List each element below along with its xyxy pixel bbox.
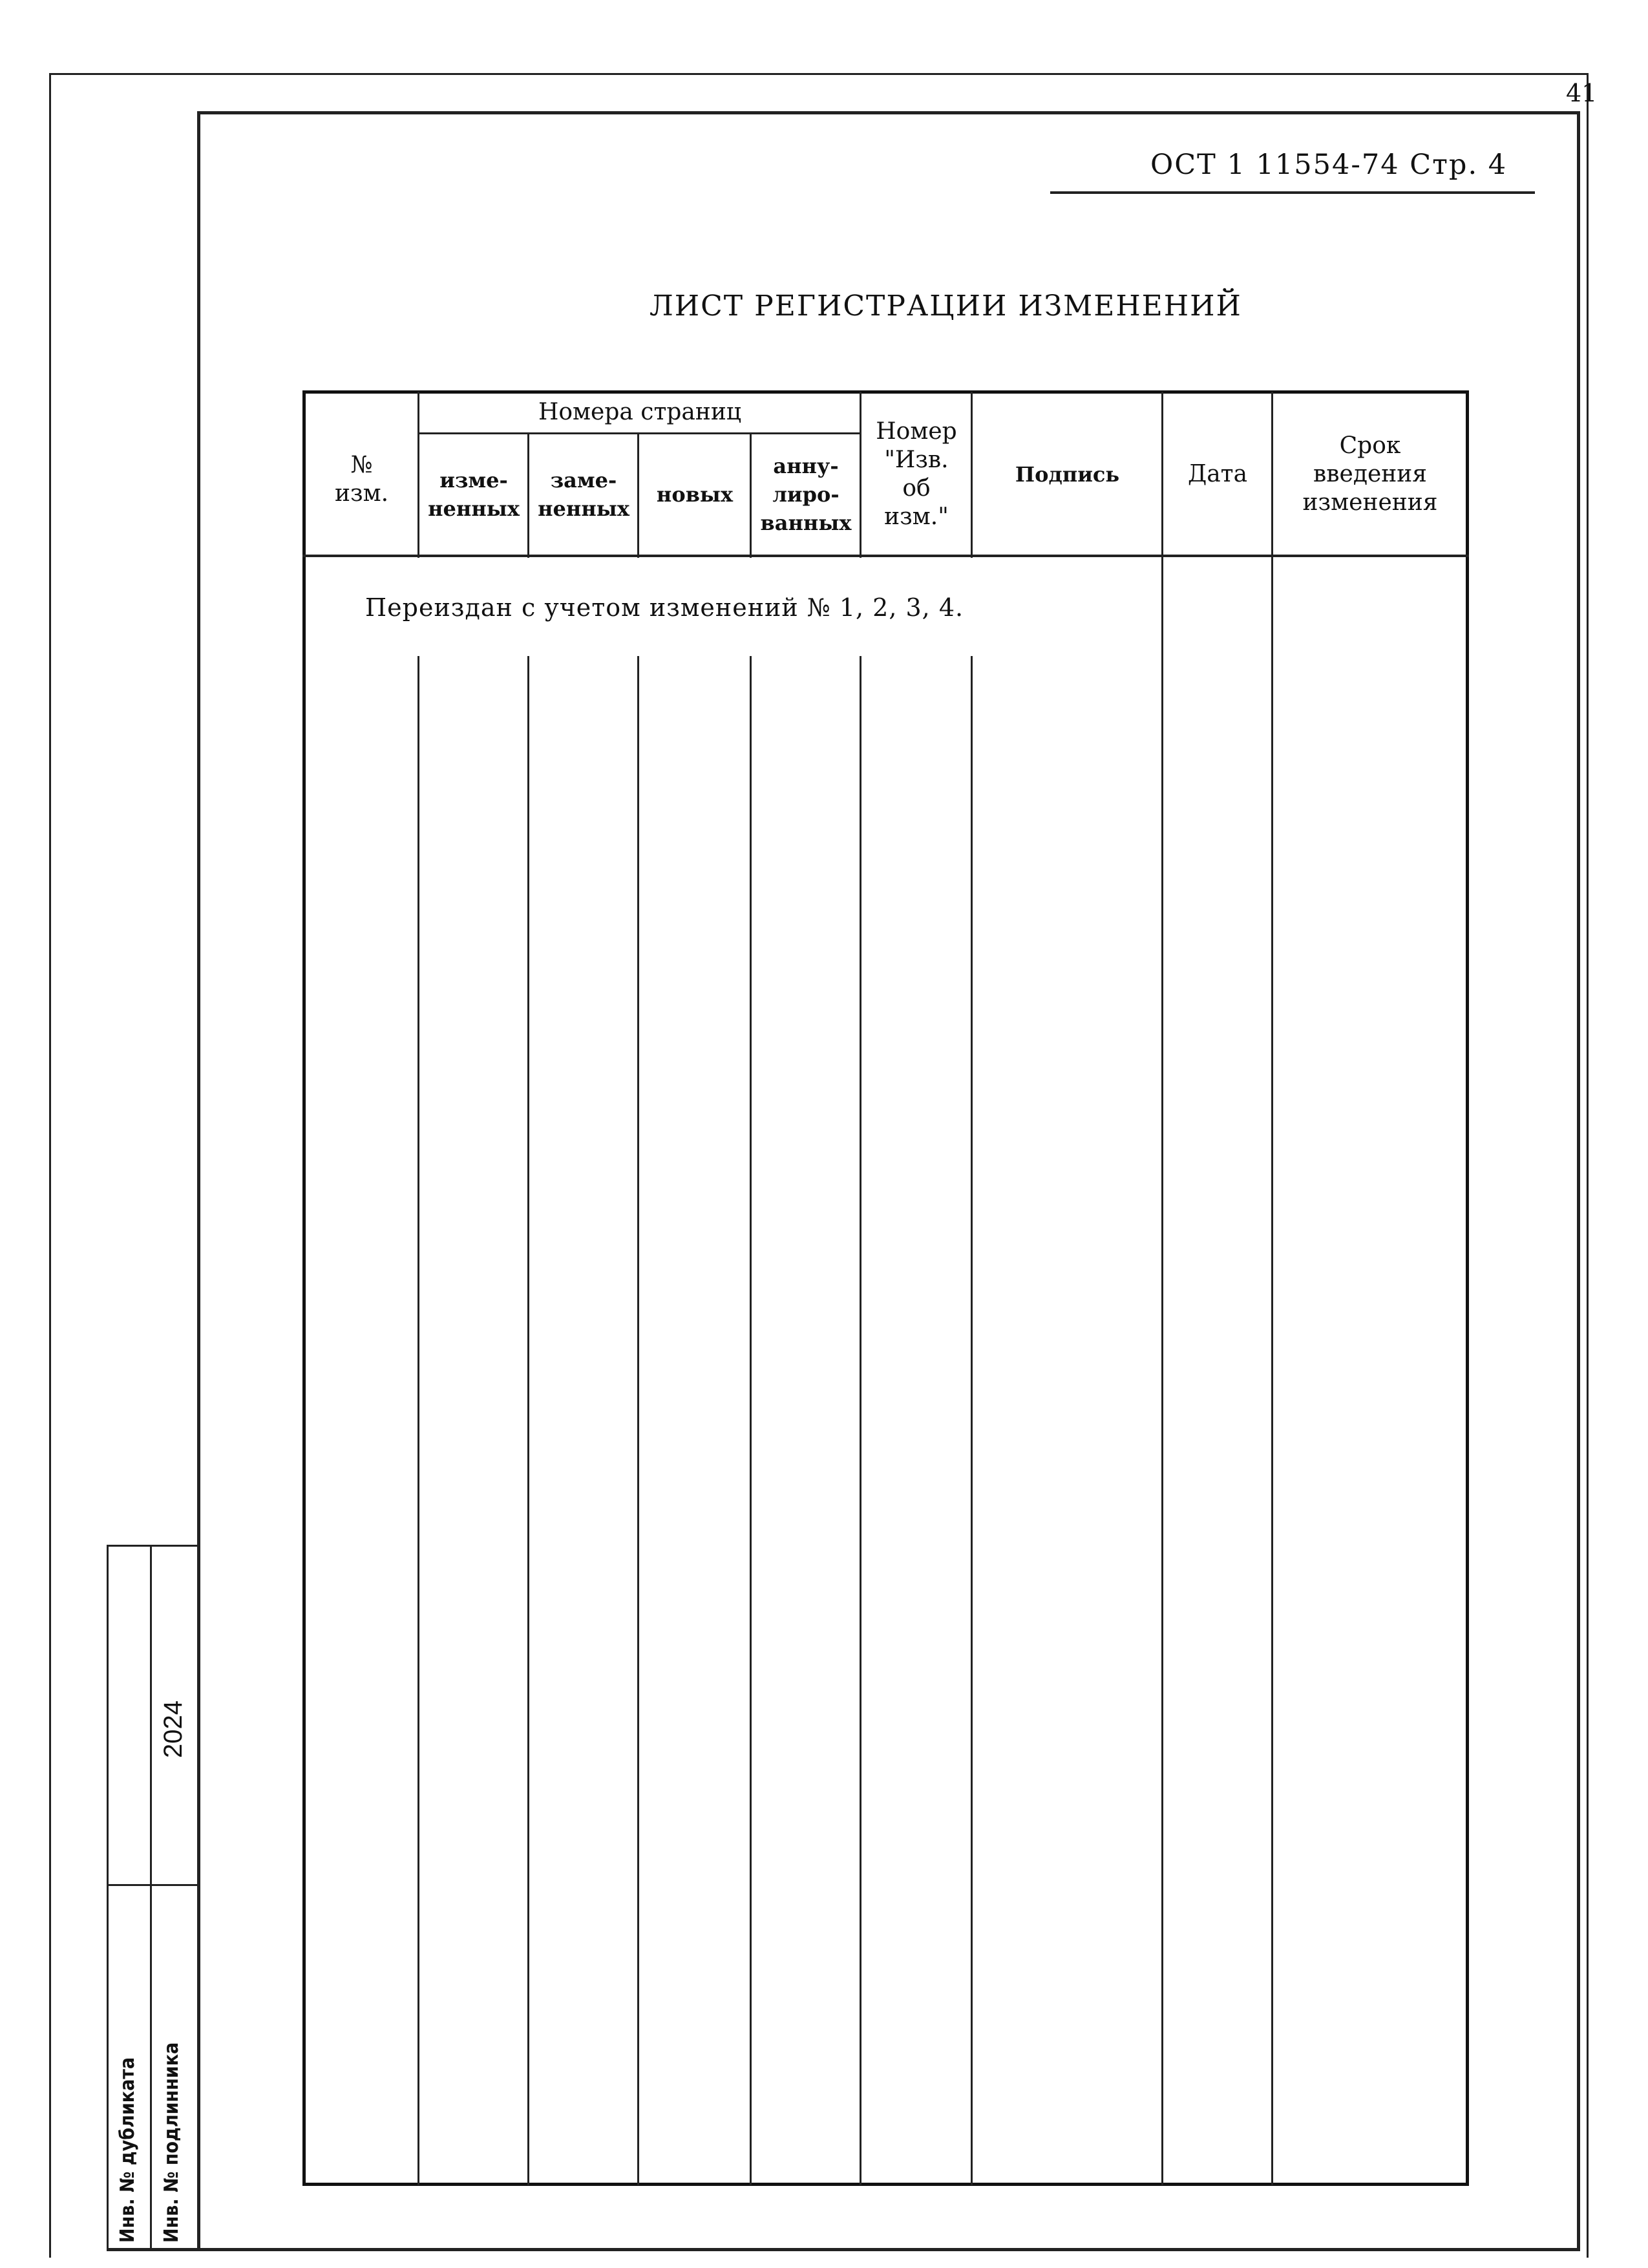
inner-frame-left [197,111,200,2251]
header-underline [1050,191,1535,194]
col-divider-1 [417,392,419,2185]
inner-frame-right [1577,111,1580,2251]
inner-frame-bottom [107,2248,1580,2251]
outer-frame-left [49,73,51,2258]
col-divider-8 [1271,392,1273,2185]
original-inventory-label: Инв. № подлинника [160,2042,183,2243]
page-title: ЛИСТ РЕГИСТРАЦИИ ИЗМЕНЕНИЙ [650,290,1242,323]
outer-frame-top [49,73,1587,75]
inner-frame-top [197,111,1580,114]
header-notice-number: Номер "Изв. об изм." [876,418,957,530]
header-date: Дата [1187,461,1248,487]
table-border [302,390,1469,2186]
header-annulled-pages: анну- лиро- ванных [760,454,852,535]
stamp-divider [107,1884,197,1886]
header-change-number: № изм. [334,452,389,507]
header-group-pages: Номера страниц [538,398,742,425]
header-implementation-term: Срок введения изменения [1302,432,1438,516]
stamp-top-border [107,1545,197,1547]
header-changed-pages: изме- ненных [428,468,520,521]
outer-frame-right [1587,73,1589,2258]
col-divider-4 [750,432,752,2185]
col-divider-6 [971,392,973,2185]
header-new-pages: новых [656,482,734,507]
original-inventory-number: 2024 [159,1701,187,1758]
col-divider-5 [860,392,861,2185]
col-divider-7 [1161,392,1163,2185]
reissue-note: Переиздан с учетом изменений № 1, 2, 3, 4. [365,593,964,622]
header-signature: Подпись [1015,462,1120,487]
col-divider-3 [637,432,639,2185]
table-header-separator [302,555,1469,557]
stamp-middle-border [150,1545,152,2251]
stamp-left-border [107,1545,109,2251]
sheet-number: 41 [1566,79,1598,107]
header-replaced-pages: заме- ненных [538,468,629,521]
col-divider-2 [527,432,529,2185]
duplicate-inventory-label: Инв. № дубликата [116,2057,139,2243]
document-header: ОСТ 1 11554-74 Стр. 4 [1150,149,1508,181]
